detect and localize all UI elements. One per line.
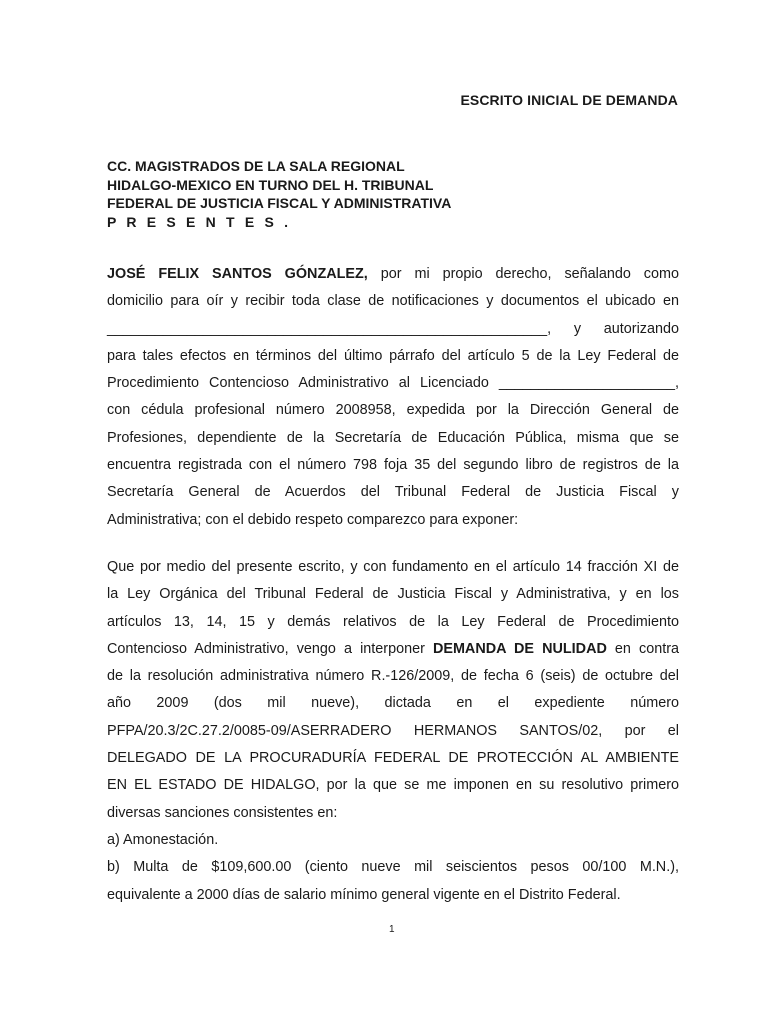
text-line: Que por medio del presente escrito, y con fundamento en el artículo 14 fracción XI de xyxy=(107,559,679,575)
text-line: Administrativa; con el debido respeto comparezco para exponer: xyxy=(107,511,519,528)
claim-type: DEMANDA DE NULIDAD xyxy=(432,640,607,657)
text-line: DELEGADO DE LA PROCURADURÍA FEDERAL DE PROTECCIÓN AL AMBIENTE xyxy=(107,750,679,767)
text-line: Procedimiento Contencioso Administrativo al Licenciado ______________________, xyxy=(107,375,679,392)
text-line: año 2009 (dos mil nueve), dictada en el expediente número xyxy=(107,695,679,712)
addressee-presentes: P R E S E N T E S . xyxy=(107,213,292,230)
text-line: JOSÉ FELIX SANTOS GÓNZALEZ, por mi propio derecho, señalando como xyxy=(107,266,679,282)
list-item-b: b) Multa de $109,600.00 (ciento nueve mil seiscientos pesos 00/100 M.N.), xyxy=(107,859,679,876)
paragraph-claim xyxy=(107,554,679,909)
text-line: artículos 13, 14, 15 y demás relativos de la Ley Federal de Procedimiento xyxy=(107,613,679,630)
plaintiff-name: JOSÉ FELIX SANTOS GÓNZALEZ, xyxy=(107,266,368,282)
text-line: diversas sanciones consistentes en: xyxy=(107,804,338,821)
text-line: domicilio para oír y recibir toda clase de notificaciones y documentos el ubicado en xyxy=(107,293,679,310)
addressee-block xyxy=(107,157,507,231)
text-line: PFPA/20.3/2C.27.2/0085-09/ASERRADERO HERMANOS SANTOS/02, por el xyxy=(107,722,679,739)
text-line: la Ley Orgánica del Tribunal Federal de Justicia Fiscal y Administrativa, y en los xyxy=(107,586,679,603)
text-line: Contencioso Administrativo, vengo a interponer DEMANDA DE NULIDAD en contra xyxy=(107,640,680,657)
text-line: encuentra registrada con el número 798 foja 35 del segundo libro de registros de la xyxy=(107,457,679,474)
text-line: para tales efectos en términos del último párrafo del artículo 5 de la Ley Federal de xyxy=(107,347,679,364)
list-item-b-continuation: equivalente a 2000 días de salario mínimo general vigente en el Distrito Federal. xyxy=(107,886,621,903)
text-line: EN EL ESTADO DE HIDALGO, por la que se me imponen en su resolutivo primero xyxy=(107,777,679,794)
addressee-line: FEDERAL DE JUSTICIA FISCAL Y ADMINISTRATIVA xyxy=(107,195,452,211)
text-line: con cédula profesional número 2008958, expedida por la Dirección General de xyxy=(107,402,679,419)
paragraph-introduction xyxy=(107,261,679,534)
page-number: 1 xyxy=(389,924,395,935)
text-line: Secretaría General de Acuerdos del Tribunal Federal de Justicia Fiscal y xyxy=(107,484,679,501)
text-line: de la resolución administrativa número R.-126/2009, de fecha 6 (seis) de octubre del xyxy=(107,668,679,685)
text-line: _______________________________________________________, y autorizando xyxy=(107,320,679,337)
addressee-line: CC. MAGISTRADOS DE LA SALA REGIONAL xyxy=(107,158,405,174)
document-title: ESCRITO INICIAL DE DEMANDA xyxy=(460,92,678,108)
addressee-line: HIDALGO-MEXICO EN TURNO DEL H. TRIBUNAL xyxy=(107,176,434,193)
list-item-a: a) Amonestación. xyxy=(107,831,219,848)
text-line: Profesiones, dependiente de la Secretaría de Educación Pública, misma que se xyxy=(107,429,679,446)
